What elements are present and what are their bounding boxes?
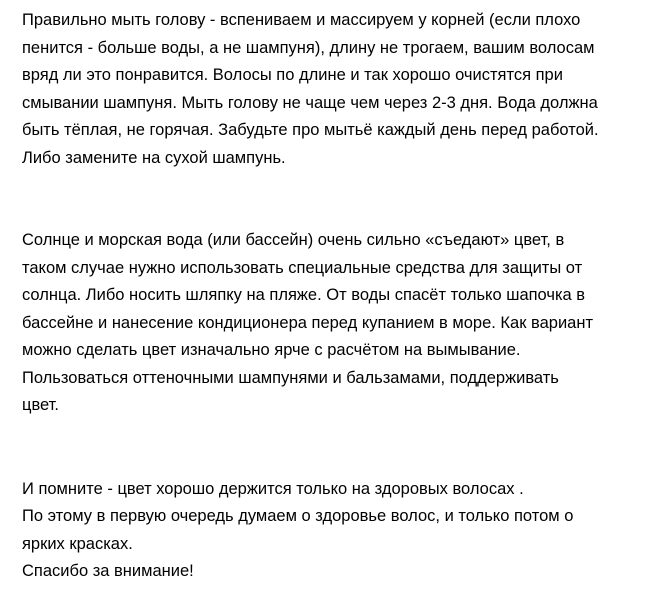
text-line: смывании шампуня. Мыть голову не чаще чем через 2-3 дня. Вода должна — [22, 93, 598, 112]
paragraph-hair-washing — [22, 7, 652, 172]
text-line: Правильно мыть голову - вспениваем и массируем у корней (если плохо — [22, 11, 581, 29]
text-line: солнца. Либо носить шляпку на пляже. От воды спасёт только шапочка в — [22, 286, 586, 304]
text-line: Солнце и морская вода (или бассейн) очень сильно «съедают» цвет, в — [22, 231, 565, 249]
paragraph-conclusion — [22, 476, 652, 586]
paragraph-spacer — [22, 172, 652, 227]
text-line: И помните - цвет хорошо держится только на здоровых волосах . — [22, 479, 524, 498]
text-line: быть тёплая, не горячая. Забудьте про мытьё каждый день перед работой. — [22, 121, 599, 139]
paragraph-color-protection — [22, 227, 652, 420]
article-body — [22, 7, 652, 586]
text-line: ярких красках. — [22, 534, 133, 553]
text-line: вряд ли это понравится. Волосы по длине и так хорошо очистятся при — [22, 66, 563, 84]
text-line: пенится - больше воды, а не шампуня), длину не трогаем, вашим волосам — [22, 38, 595, 57]
text-line: Пользоваться оттеночными шампунями и бальзамами, поддерживать — [22, 368, 559, 387]
text-line: можно сделать цвет изначально ярче с расчётом на вымывание. — [22, 341, 521, 359]
text-line: По этому в первую очередь думаем о здоровье волос, и только потом о — [22, 507, 574, 525]
text-line: Спасибо за внимание! — [22, 562, 194, 580]
text-line: бассейне и нанесение кондиционера перед купанием в море. Как вариант — [22, 313, 594, 332]
text-line: цвет. — [22, 396, 59, 414]
text-line: таком случае нужно использовать специальные средства для защиты от — [22, 258, 583, 277]
text-line: Либо замените на сухой шампунь. — [22, 148, 286, 167]
paragraph-spacer — [22, 420, 652, 476]
